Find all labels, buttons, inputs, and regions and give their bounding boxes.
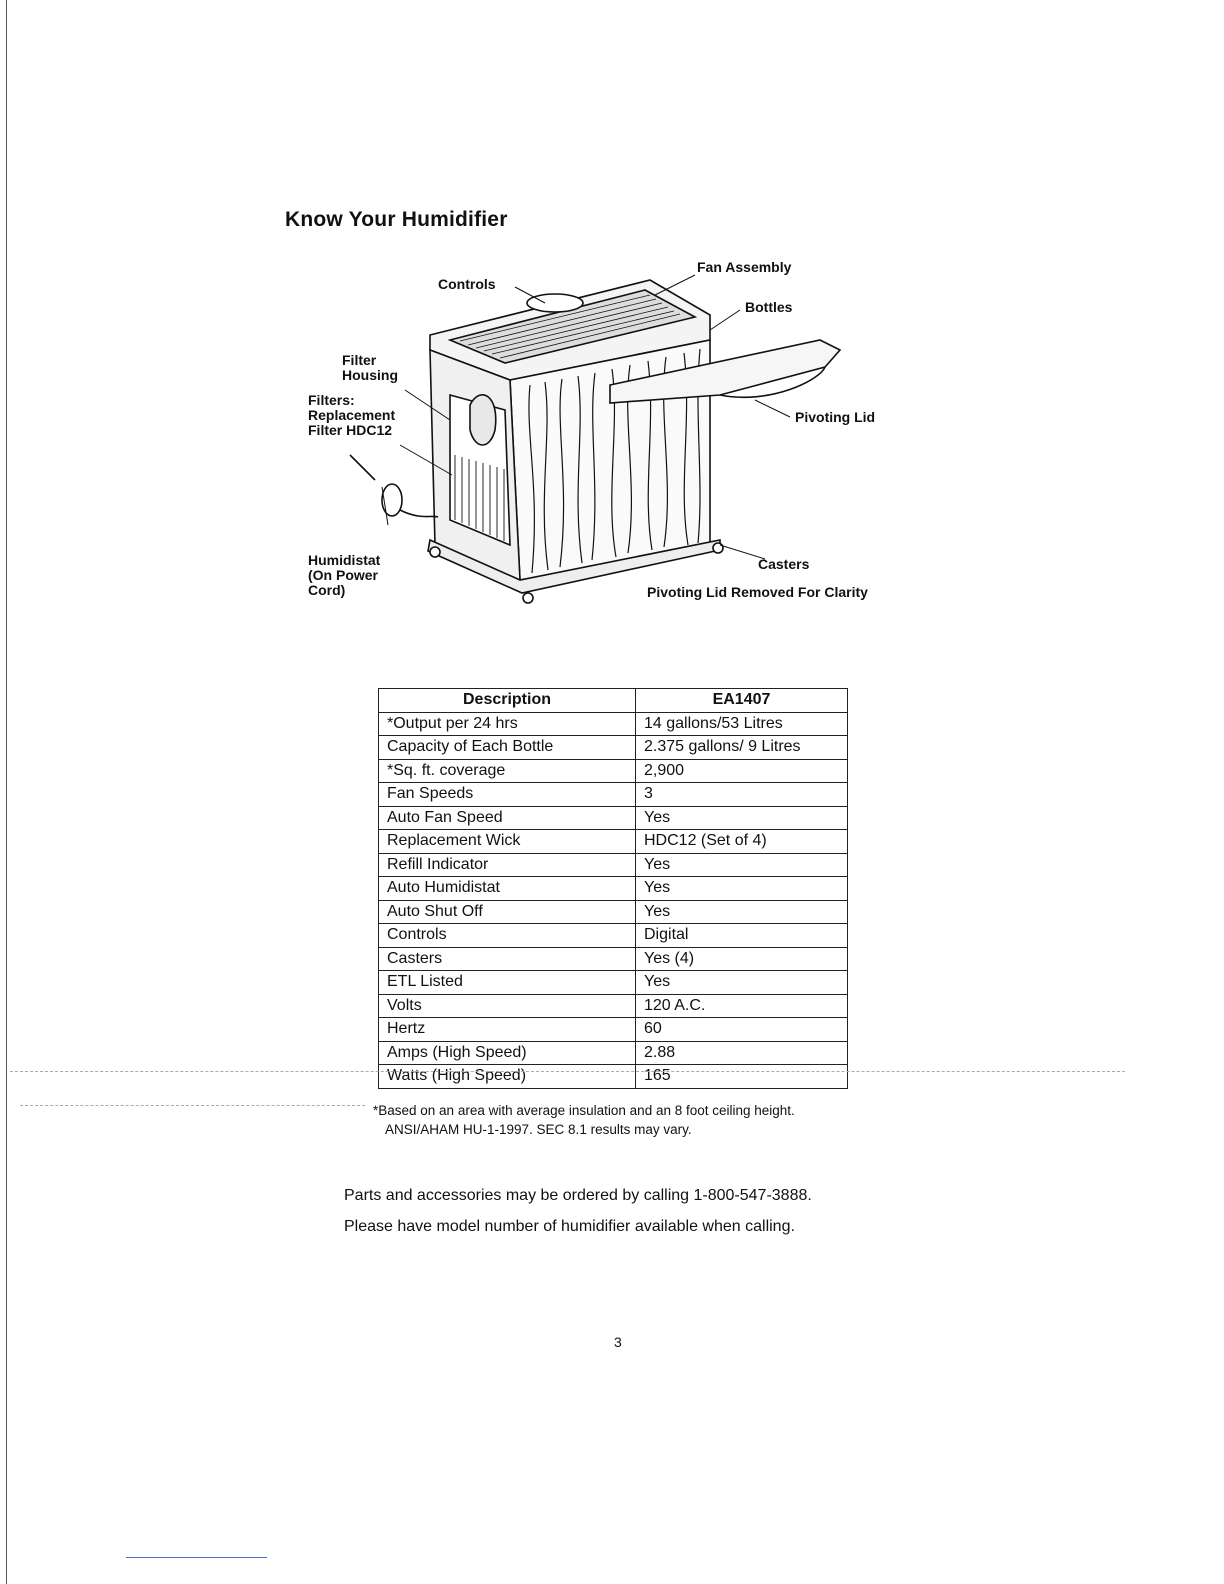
table-row	[379, 759, 848, 783]
table-row	[379, 806, 848, 830]
label-bottles	[745, 300, 792, 315]
spec-value: 2,900	[636, 759, 848, 783]
label-casters	[758, 557, 809, 572]
spec-label: Hertz	[379, 1018, 636, 1042]
table-row	[379, 853, 848, 877]
spec-value: 2.375 gallons/ 9 Litres	[636, 736, 848, 760]
spec-label: ETL Listed	[379, 971, 636, 995]
label-filters	[308, 393, 395, 438]
spec-value: Yes (4)	[636, 947, 848, 971]
page-title: Know Your Humidifier	[285, 208, 508, 231]
diagram-caption-text: Pivoting Lid Removed For Clarity	[647, 584, 868, 600]
label-humidistat-line1: Humidistat	[308, 552, 381, 568]
spec-value: HDC12 (Set of 4)	[636, 830, 848, 854]
spec-label: *Sq. ft. coverage	[379, 759, 636, 783]
label-humidistat-line2: (On Power	[308, 567, 379, 583]
spec-value: Yes	[636, 806, 848, 830]
table-row	[379, 947, 848, 971]
label-filters-line1: Filters:	[308, 392, 355, 408]
spec-table-header-row	[379, 689, 848, 713]
spec-value: Digital	[636, 924, 848, 948]
contact-line1: Parts and accessories may be ordered by calling 1-800-547-3888.	[344, 1187, 812, 1204]
page-number: 3	[614, 1334, 622, 1350]
label-filter-housing-line2: Housing	[342, 367, 398, 383]
table-row	[379, 971, 848, 995]
label-humidistat-line3: Cord)	[308, 582, 346, 598]
label-controls-text: Controls	[438, 276, 496, 292]
table-row	[379, 900, 848, 924]
table-row	[379, 712, 848, 736]
spec-label: Controls	[379, 924, 636, 948]
spec-value: Yes	[636, 877, 848, 901]
footnote-line2: ANSI/AHAM HU-1-1997. SEC 8.1 results may vary.	[385, 1122, 692, 1137]
spec-value: 60	[636, 1018, 848, 1042]
spec-label: *Output per 24 hrs	[379, 712, 636, 736]
label-casters-text: Casters	[758, 556, 810, 572]
spec-label: Watts (High Speed)	[379, 1065, 636, 1089]
table-row	[379, 783, 848, 807]
label-bottles-text: Bottles	[745, 299, 793, 315]
label-pivoting-lid	[795, 410, 875, 425]
footnote-line1: *Based on an area with average insulation and an 8 foot ceiling height.	[373, 1103, 795, 1118]
spec-label: Refill Indicator	[379, 853, 636, 877]
spec-label: Replacement Wick	[379, 830, 636, 854]
spec-value: 3	[636, 783, 848, 807]
scan-artifact-line	[10, 1071, 1125, 1072]
spec-label: Auto Fan Speed	[379, 806, 636, 830]
table-row	[379, 1018, 848, 1042]
spec-value: Yes	[636, 900, 848, 924]
diagram-caption	[647, 585, 868, 600]
table-row	[379, 830, 848, 854]
spec-label: Capacity of Each Bottle	[379, 736, 636, 760]
spec-label: Fan Speeds	[379, 783, 636, 807]
contact-info	[344, 1180, 812, 1242]
spec-table-header-model: EA1407	[636, 689, 848, 713]
label-pivoting-lid-text: Pivoting Lid	[795, 409, 876, 425]
spec-value: 2.88	[636, 1041, 848, 1065]
spec-value: 120 A.C.	[636, 994, 848, 1018]
spec-label: Casters	[379, 947, 636, 971]
spec-label: Amps (High Speed)	[379, 1041, 636, 1065]
label-fan-assembly-text: Fan Assembly	[697, 259, 792, 275]
table-row	[379, 924, 848, 948]
spec-table-header-description: Description	[379, 689, 636, 713]
spec-label: Volts	[379, 994, 636, 1018]
spec-value: Yes	[636, 853, 848, 877]
table-row	[379, 1065, 848, 1089]
label-fan-assembly	[697, 260, 791, 275]
footnote	[373, 1101, 795, 1139]
label-filter-housing	[342, 353, 398, 383]
label-filter-housing-line1: Filter	[342, 352, 377, 368]
label-filters-line2: Replacement	[308, 407, 396, 423]
label-controls	[438, 277, 496, 292]
contact-line2: Please have model number of humidifier available when calling.	[344, 1218, 795, 1235]
table-row	[379, 994, 848, 1018]
spec-label: Auto Shut Off	[379, 900, 636, 924]
table-row	[379, 1041, 848, 1065]
scan-left-edge	[6, 0, 7, 1584]
humidifier-diagram	[300, 255, 920, 615]
spec-value: Yes	[636, 971, 848, 995]
table-row	[379, 736, 848, 760]
spec-table	[378, 688, 848, 1089]
label-filters-line3: Filter HDC12	[308, 422, 393, 438]
bottom-rule	[126, 1557, 267, 1558]
table-row	[379, 877, 848, 901]
spec-value: 14 gallons/53 Litres	[636, 712, 848, 736]
spec-value: 165	[636, 1065, 848, 1089]
scan-artifact-line	[20, 1105, 365, 1106]
label-humidistat	[308, 553, 380, 598]
spec-label: Auto Humidistat	[379, 877, 636, 901]
